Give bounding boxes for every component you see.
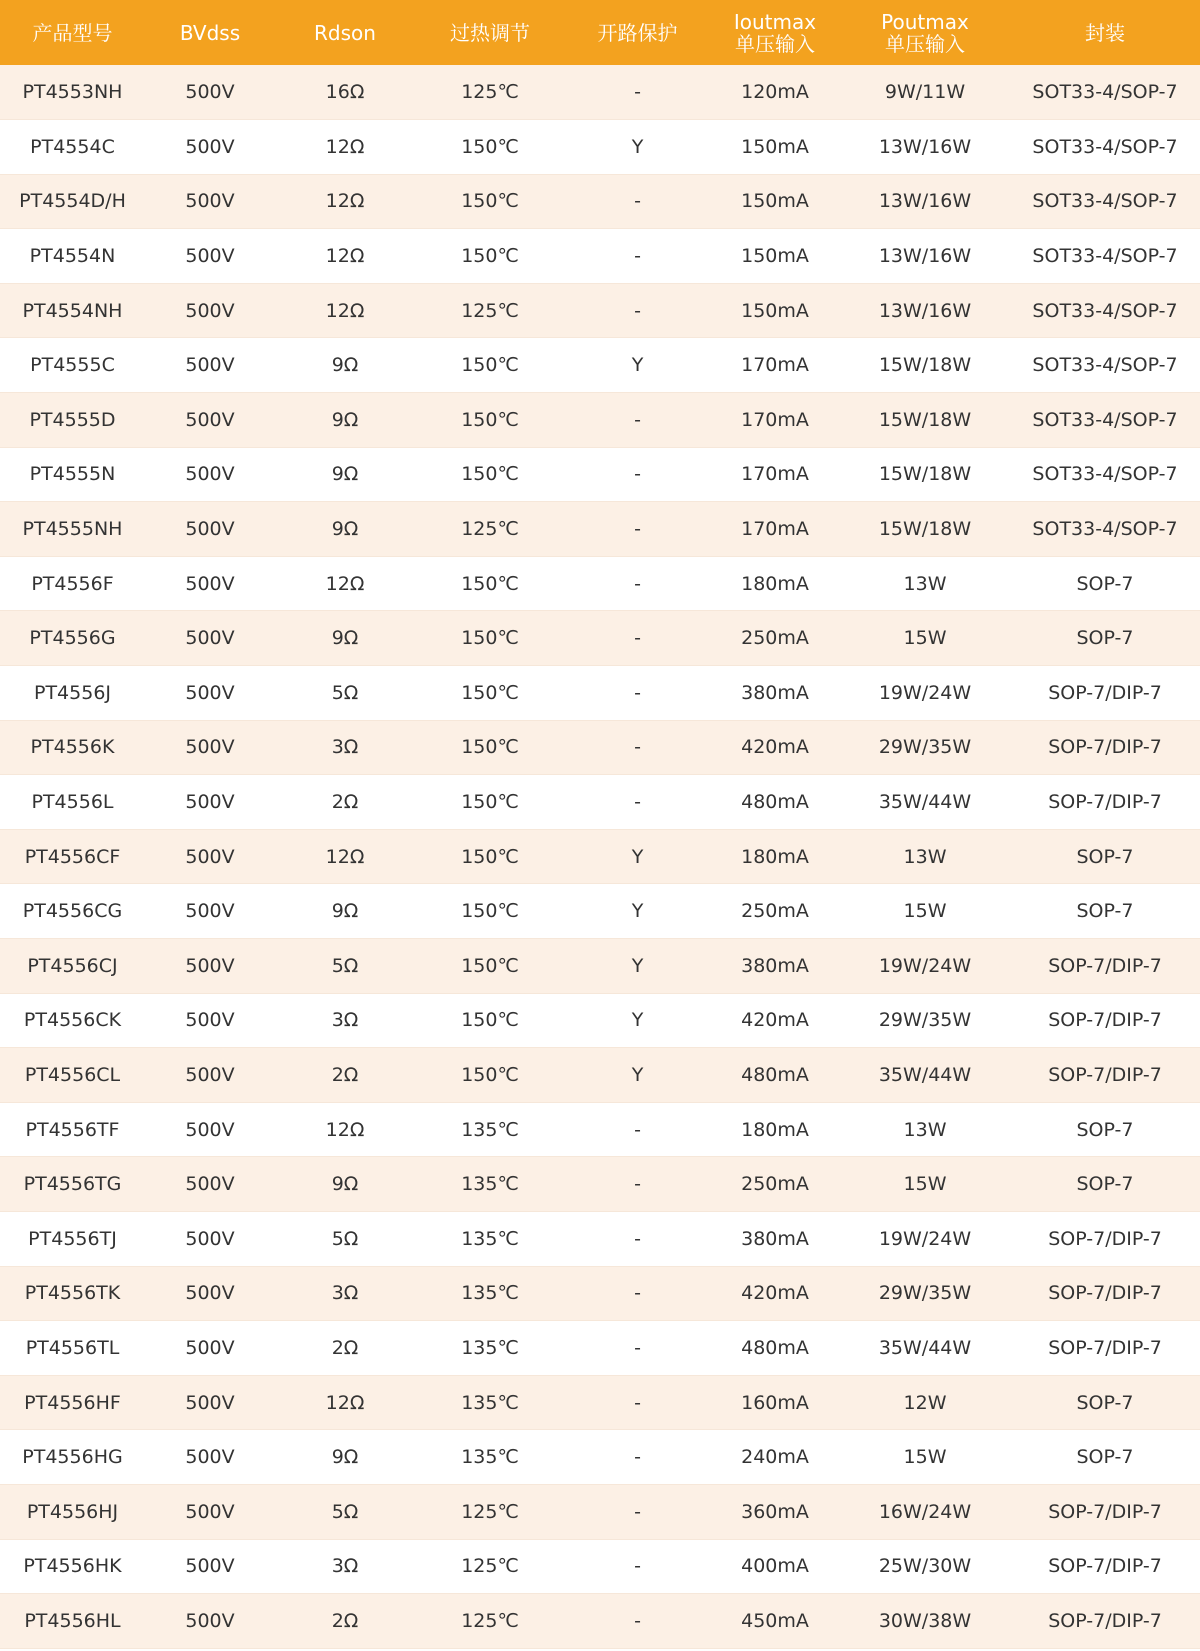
cell-rdson: 3Ω: [275, 1539, 415, 1594]
cell-bvdss: 500V: [145, 174, 275, 229]
cell-rdson: 9Ω: [275, 1157, 415, 1212]
cell-thermal-regulation: 125℃: [415, 1484, 565, 1539]
cell-bvdss: 500V: [145, 993, 275, 1048]
cell-poutmax: 13W: [840, 556, 1010, 611]
cell-rdson: 5Ω: [275, 666, 415, 721]
cell-poutmax: 13W/16W: [840, 174, 1010, 229]
cell-open-circuit-protection: -: [565, 1321, 710, 1376]
cell-open-circuit-protection: -: [565, 720, 710, 775]
cell-bvdss: 500V: [145, 666, 275, 721]
cell-poutmax: 15W/18W: [840, 502, 1010, 557]
header-label: 单压输入: [885, 31, 965, 56]
cell-bvdss: 500V: [145, 1594, 275, 1649]
table-row: [0, 502, 1200, 557]
cell-model: PT4554N: [0, 229, 145, 284]
cell-thermal-regulation: 150℃: [415, 720, 565, 775]
cell-open-circuit-protection: -: [565, 1539, 710, 1594]
cell-ioutmax: 480mA: [710, 1048, 840, 1103]
cell-open-circuit-protection: Y: [565, 884, 710, 939]
cell-ioutmax: 380mA: [710, 666, 840, 721]
cell-model: PT4555C: [0, 338, 145, 393]
cell-bvdss: 500V: [145, 1539, 275, 1594]
cell-thermal-regulation: 150℃: [415, 338, 565, 393]
cell-package: SOP-7: [1010, 1157, 1200, 1212]
cell-model: PT4555D: [0, 393, 145, 448]
cell-ioutmax: 150mA: [710, 174, 840, 229]
cell-package: SOP-7/DIP-7: [1010, 1266, 1200, 1321]
header-package: [1010, 0, 1200, 65]
header-poutmax: [840, 0, 1010, 65]
table-row: [0, 229, 1200, 284]
cell-bvdss: 500V: [145, 775, 275, 830]
cell-model: PT4555N: [0, 447, 145, 502]
cell-rdson: 2Ω: [275, 1594, 415, 1649]
cell-package: SOT33-4/SOP-7: [1010, 120, 1200, 175]
cell-open-circuit-protection: Y: [565, 829, 710, 884]
cell-thermal-regulation: 135℃: [415, 1321, 565, 1376]
cell-thermal-regulation: 150℃: [415, 229, 565, 284]
cell-model: PT4554D/H: [0, 174, 145, 229]
cell-ioutmax: 170mA: [710, 447, 840, 502]
cell-model: PT4556HJ: [0, 1484, 145, 1539]
cell-poutmax: 13W/16W: [840, 120, 1010, 175]
table-row: [0, 611, 1200, 666]
cell-thermal-regulation: 150℃: [415, 884, 565, 939]
cell-poutmax: 29W/35W: [840, 993, 1010, 1048]
cell-bvdss: 500V: [145, 502, 275, 557]
cell-open-circuit-protection: -: [565, 556, 710, 611]
cell-open-circuit-protection: Y: [565, 338, 710, 393]
cell-rdson: 9Ω: [275, 1430, 415, 1485]
cell-ioutmax: 450mA: [710, 1594, 840, 1649]
table-row: [0, 1594, 1200, 1649]
cell-bvdss: 500V: [145, 1157, 275, 1212]
cell-rdson: 5Ω: [275, 1484, 415, 1539]
cell-package: SOT33-4/SOP-7: [1010, 447, 1200, 502]
cell-thermal-regulation: 150℃: [415, 556, 565, 611]
cell-rdson: 12Ω: [275, 1102, 415, 1157]
cell-bvdss: 500V: [145, 556, 275, 611]
cell-rdson: 9Ω: [275, 884, 415, 939]
cell-poutmax: 30W/38W: [840, 1594, 1010, 1649]
table-row: [0, 393, 1200, 448]
cell-thermal-regulation: 150℃: [415, 993, 565, 1048]
cell-rdson: 12Ω: [275, 556, 415, 611]
cell-poutmax: 15W/18W: [840, 393, 1010, 448]
cell-bvdss: 500V: [145, 829, 275, 884]
cell-model: PT4553NH: [0, 65, 145, 120]
cell-rdson: 9Ω: [275, 393, 415, 448]
header-bvdss: [145, 0, 275, 65]
cell-package: SOP-7/DIP-7: [1010, 1484, 1200, 1539]
table-row: [0, 65, 1200, 120]
cell-poutmax: 15W/18W: [840, 338, 1010, 393]
cell-poutmax: 9W/11W: [840, 65, 1010, 120]
cell-open-circuit-protection: Y: [565, 120, 710, 175]
table-row: [0, 666, 1200, 721]
cell-model: PT4555NH: [0, 502, 145, 557]
cell-thermal-regulation: 135℃: [415, 1157, 565, 1212]
cell-poutmax: 19W/24W: [840, 1211, 1010, 1266]
cell-bvdss: 500V: [145, 120, 275, 175]
cell-thermal-regulation: 135℃: [415, 1266, 565, 1321]
cell-model: PT4556CK: [0, 993, 145, 1048]
cell-model: PT4556HF: [0, 1375, 145, 1430]
cell-poutmax: 12W: [840, 1375, 1010, 1430]
cell-thermal-regulation: 135℃: [415, 1375, 565, 1430]
cell-ioutmax: 150mA: [710, 120, 840, 175]
cell-model: PT4556HK: [0, 1539, 145, 1594]
table-row: [0, 283, 1200, 338]
cell-poutmax: 35W/44W: [840, 1048, 1010, 1103]
cell-package: SOP-7/DIP-7: [1010, 939, 1200, 994]
table-row: [0, 993, 1200, 1048]
cell-rdson: 2Ω: [275, 1321, 415, 1376]
cell-bvdss: 500V: [145, 229, 275, 284]
cell-bvdss: 500V: [145, 939, 275, 994]
cell-ioutmax: 360mA: [710, 1484, 840, 1539]
header-label: 封装: [1085, 20, 1125, 45]
cell-poutmax: 35W/44W: [840, 775, 1010, 830]
cell-thermal-regulation: 150℃: [415, 611, 565, 666]
table-header: [0, 0, 1200, 65]
cell-thermal-regulation: 135℃: [415, 1430, 565, 1485]
cell-poutmax: 13W: [840, 1102, 1010, 1157]
cell-thermal-regulation: 125℃: [415, 65, 565, 120]
cell-ioutmax: 380mA: [710, 1211, 840, 1266]
cell-package: SOP-7/DIP-7: [1010, 993, 1200, 1048]
cell-bvdss: 500V: [145, 1484, 275, 1539]
header-open-circuit-protection: [565, 0, 710, 65]
table-row: [0, 1048, 1200, 1103]
cell-model: PT4554C: [0, 120, 145, 175]
cell-ioutmax: 420mA: [710, 720, 840, 775]
cell-bvdss: 500V: [145, 1321, 275, 1376]
table-body: [0, 65, 1200, 1648]
cell-rdson: 12Ω: [275, 283, 415, 338]
cell-open-circuit-protection: -: [565, 1375, 710, 1430]
table-row: [0, 1211, 1200, 1266]
table-row: [0, 556, 1200, 611]
cell-package: SOT33-4/SOP-7: [1010, 502, 1200, 557]
cell-poutmax: 13W/16W: [840, 229, 1010, 284]
cell-bvdss: 500V: [145, 720, 275, 775]
cell-bvdss: 500V: [145, 1211, 275, 1266]
cell-model: PT4556HG: [0, 1430, 145, 1485]
cell-bvdss: 500V: [145, 1048, 275, 1103]
table-row: [0, 1539, 1200, 1594]
cell-ioutmax: 400mA: [710, 1539, 840, 1594]
cell-model: PT4556TL: [0, 1321, 145, 1376]
header-ioutmax: [710, 0, 840, 65]
cell-model: PT4556CJ: [0, 939, 145, 994]
cell-package: SOT33-4/SOP-7: [1010, 393, 1200, 448]
table-row: [0, 120, 1200, 175]
header-label: Rdson: [314, 20, 376, 45]
cell-rdson: 12Ω: [275, 229, 415, 284]
cell-bvdss: 500V: [145, 338, 275, 393]
cell-bvdss: 500V: [145, 611, 275, 666]
table-row: [0, 1102, 1200, 1157]
cell-open-circuit-protection: Y: [565, 1048, 710, 1103]
cell-bvdss: 500V: [145, 1102, 275, 1157]
cell-open-circuit-protection: -: [565, 393, 710, 448]
table-row: [0, 338, 1200, 393]
cell-poutmax: 15W/18W: [840, 447, 1010, 502]
cell-thermal-regulation: 125℃: [415, 283, 565, 338]
header-label: 产品型号: [32, 20, 113, 45]
cell-poutmax: 25W/30W: [840, 1539, 1010, 1594]
cell-ioutmax: 420mA: [710, 1266, 840, 1321]
table-row: [0, 174, 1200, 229]
table-row: [0, 884, 1200, 939]
table-row: [0, 447, 1200, 502]
cell-ioutmax: 170mA: [710, 393, 840, 448]
cell-rdson: 9Ω: [275, 447, 415, 502]
header-label: 单压输入: [735, 31, 815, 56]
cell-open-circuit-protection: -: [565, 1484, 710, 1539]
cell-package: SOP-7/DIP-7: [1010, 666, 1200, 721]
cell-package: SOP-7: [1010, 884, 1200, 939]
cell-open-circuit-protection: Y: [565, 939, 710, 994]
cell-ioutmax: 160mA: [710, 1375, 840, 1430]
cell-rdson: 2Ω: [275, 775, 415, 830]
cell-thermal-regulation: 125℃: [415, 1539, 565, 1594]
cell-package: SOP-7/DIP-7: [1010, 720, 1200, 775]
cell-thermal-regulation: 150℃: [415, 666, 565, 721]
cell-package: SOP-7: [1010, 1375, 1200, 1430]
cell-rdson: 2Ω: [275, 1048, 415, 1103]
cell-model: PT4556TJ: [0, 1211, 145, 1266]
table-row: [0, 1430, 1200, 1485]
cell-rdson: 12Ω: [275, 1375, 415, 1430]
cell-open-circuit-protection: -: [565, 1157, 710, 1212]
cell-ioutmax: 420mA: [710, 993, 840, 1048]
table-row: [0, 1157, 1200, 1212]
cell-model: PT4556TK: [0, 1266, 145, 1321]
cell-rdson: 3Ω: [275, 720, 415, 775]
cell-poutmax: 15W: [840, 1430, 1010, 1485]
header-label: BVdss: [179, 20, 241, 45]
cell-ioutmax: 180mA: [710, 556, 840, 611]
table-row: [0, 1321, 1200, 1376]
cell-thermal-regulation: 150℃: [415, 829, 565, 884]
header-label: Poutmax: [881, 9, 969, 34]
cell-rdson: 3Ω: [275, 1266, 415, 1321]
cell-package: SOT33-4/SOP-7: [1010, 338, 1200, 393]
cell-rdson: 12Ω: [275, 829, 415, 884]
header-label: 开路保护: [597, 20, 678, 45]
cell-package: SOP-7/DIP-7: [1010, 1594, 1200, 1649]
cell-package: SOP-7/DIP-7: [1010, 1211, 1200, 1266]
cell-ioutmax: 250mA: [710, 884, 840, 939]
cell-bvdss: 500V: [145, 1430, 275, 1485]
cell-ioutmax: 170mA: [710, 502, 840, 557]
cell-ioutmax: 150mA: [710, 229, 840, 284]
cell-package: SOP-7/DIP-7: [1010, 1321, 1200, 1376]
cell-bvdss: 500V: [145, 447, 275, 502]
cell-open-circuit-protection: -: [565, 502, 710, 557]
table-row: [0, 1375, 1200, 1430]
cell-poutmax: 13W: [840, 829, 1010, 884]
header-label: 过热调节: [450, 20, 530, 45]
cell-package: SOP-7: [1010, 829, 1200, 884]
cell-open-circuit-protection: -: [565, 775, 710, 830]
cell-rdson: 5Ω: [275, 939, 415, 994]
cell-thermal-regulation: 150℃: [415, 174, 565, 229]
cell-ioutmax: 150mA: [710, 283, 840, 338]
cell-package: SOP-7/DIP-7: [1010, 775, 1200, 830]
cell-ioutmax: 170mA: [710, 338, 840, 393]
cell-ioutmax: 180mA: [710, 829, 840, 884]
cell-poutmax: 13W/16W: [840, 283, 1010, 338]
header-label: Ioutmax: [733, 9, 817, 34]
cell-ioutmax: 250mA: [710, 1157, 840, 1212]
cell-model: PT4556K: [0, 720, 145, 775]
cell-poutmax: 15W: [840, 884, 1010, 939]
cell-model: PT4554NH: [0, 283, 145, 338]
cell-ioutmax: 250mA: [710, 611, 840, 666]
cell-thermal-regulation: 135℃: [415, 1211, 565, 1266]
cell-thermal-regulation: 150℃: [415, 1048, 565, 1103]
cell-package: SOT33-4/SOP-7: [1010, 65, 1200, 120]
cell-open-circuit-protection: -: [565, 1266, 710, 1321]
cell-poutmax: 15W: [840, 1157, 1010, 1212]
cell-thermal-regulation: 125℃: [415, 1594, 565, 1649]
cell-open-circuit-protection: -: [565, 1102, 710, 1157]
cell-package: SOP-7: [1010, 1102, 1200, 1157]
cell-poutmax: 19W/24W: [840, 666, 1010, 721]
cell-thermal-regulation: 135℃: [415, 1102, 565, 1157]
header-rdson: [275, 0, 415, 65]
cell-thermal-regulation: 150℃: [415, 939, 565, 994]
cell-rdson: 12Ω: [275, 120, 415, 175]
cell-poutmax: 16W/24W: [840, 1484, 1010, 1539]
cell-rdson: 9Ω: [275, 611, 415, 666]
cell-poutmax: 35W/44W: [840, 1321, 1010, 1376]
cell-poutmax: 15W: [840, 611, 1010, 666]
header-model: [0, 0, 145, 65]
cell-model: PT4556CF: [0, 829, 145, 884]
cell-bvdss: 500V: [145, 283, 275, 338]
table-row: [0, 1266, 1200, 1321]
cell-open-circuit-protection: -: [565, 611, 710, 666]
cell-ioutmax: 120mA: [710, 65, 840, 120]
table-row: [0, 1484, 1200, 1539]
cell-model: PT4556TF: [0, 1102, 145, 1157]
cell-rdson: 5Ω: [275, 1211, 415, 1266]
cell-ioutmax: 380mA: [710, 939, 840, 994]
cell-open-circuit-protection: Y: [565, 993, 710, 1048]
cell-package: SOP-7: [1010, 611, 1200, 666]
cell-model: PT4556CG: [0, 884, 145, 939]
cell-model: PT4556G: [0, 611, 145, 666]
table-row: [0, 720, 1200, 775]
cell-model: PT4556TG: [0, 1157, 145, 1212]
cell-bvdss: 500V: [145, 1266, 275, 1321]
cell-package: SOP-7/DIP-7: [1010, 1048, 1200, 1103]
cell-open-circuit-protection: -: [565, 1211, 710, 1266]
cell-package: SOT33-4/SOP-7: [1010, 283, 1200, 338]
cell-open-circuit-protection: -: [565, 1594, 710, 1649]
cell-bvdss: 500V: [145, 65, 275, 120]
cell-package: SOP-7: [1010, 1430, 1200, 1485]
cell-poutmax: 29W/35W: [840, 720, 1010, 775]
cell-package: SOT33-4/SOP-7: [1010, 174, 1200, 229]
cell-model: PT4556J: [0, 666, 145, 721]
cell-model: PT4556HL: [0, 1594, 145, 1649]
cell-thermal-regulation: 150℃: [415, 775, 565, 830]
cell-thermal-regulation: 150℃: [415, 393, 565, 448]
table-row: [0, 775, 1200, 830]
cell-open-circuit-protection: -: [565, 283, 710, 338]
cell-open-circuit-protection: -: [565, 174, 710, 229]
cell-model: PT4556CL: [0, 1048, 145, 1103]
cell-open-circuit-protection: -: [565, 666, 710, 721]
cell-open-circuit-protection: -: [565, 1430, 710, 1485]
cell-ioutmax: 480mA: [710, 775, 840, 830]
table-row: [0, 829, 1200, 884]
cell-thermal-regulation: 150℃: [415, 447, 565, 502]
cell-bvdss: 500V: [145, 884, 275, 939]
cell-model: PT4556L: [0, 775, 145, 830]
cell-ioutmax: 180mA: [710, 1102, 840, 1157]
cell-poutmax: 29W/35W: [840, 1266, 1010, 1321]
header-row: [0, 0, 1200, 65]
cell-open-circuit-protection: -: [565, 65, 710, 120]
cell-rdson: 12Ω: [275, 174, 415, 229]
cell-package: SOT33-4/SOP-7: [1010, 229, 1200, 284]
cell-package: SOP-7: [1010, 556, 1200, 611]
cell-rdson: 9Ω: [275, 338, 415, 393]
cell-poutmax: 19W/24W: [840, 939, 1010, 994]
header-thermal-regulation: [415, 0, 565, 65]
cell-bvdss: 500V: [145, 393, 275, 448]
cell-rdson: 9Ω: [275, 502, 415, 557]
cell-rdson: 3Ω: [275, 993, 415, 1048]
cell-ioutmax: 480mA: [710, 1321, 840, 1376]
cell-rdson: 16Ω: [275, 65, 415, 120]
cell-open-circuit-protection: -: [565, 229, 710, 284]
cell-open-circuit-protection: -: [565, 447, 710, 502]
table-row: [0, 939, 1200, 994]
cell-ioutmax: 240mA: [710, 1430, 840, 1485]
cell-thermal-regulation: 150℃: [415, 120, 565, 175]
cell-bvdss: 500V: [145, 1375, 275, 1430]
cell-model: PT4556F: [0, 556, 145, 611]
cell-package: SOP-7/DIP-7: [1010, 1539, 1200, 1594]
cell-thermal-regulation: 125℃: [415, 502, 565, 557]
